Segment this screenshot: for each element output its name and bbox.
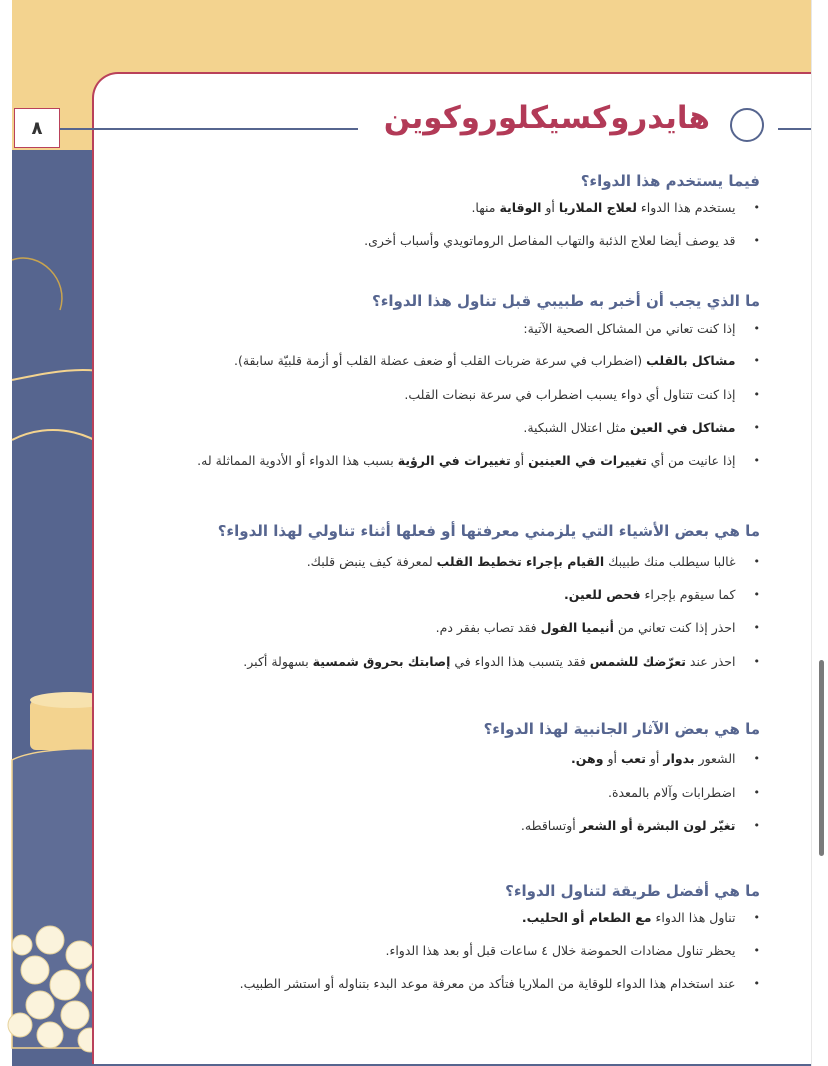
text-segment: قد يوصف أيضا لعلاج الذئبة والتهاب المفاصل الروماتويدي وأسباب أخرى.	[364, 233, 736, 248]
section-heading: ما هي أفضل طريقة لتناول الدواء؟	[505, 882, 760, 900]
text-segment: أو	[603, 751, 621, 766]
bold-segment: فحص للعين.	[564, 587, 641, 602]
bullet-text	[521, 818, 736, 833]
page-title: هايدروكسيكلوروكوين	[383, 100, 710, 136]
bold-segment: مع الطعام أو الحليب.	[521, 910, 652, 925]
text-segment: اضطرابات وآلام بالمعدة.	[607, 785, 736, 800]
text-segment: الشعور	[694, 751, 736, 766]
text-segment: أو	[645, 751, 664, 766]
bullet-item	[608, 785, 760, 800]
bullet-item	[523, 321, 760, 336]
bullet-text	[471, 200, 735, 215]
bullet-text	[564, 587, 736, 602]
text-segment: يستخدم هذا الدواء	[636, 200, 736, 215]
bullet-text	[523, 420, 735, 435]
bold-segment: تغيّر لون البشرة أو الشعر	[579, 818, 736, 833]
section-heading: ما هي بعض الآثار الجانبية لهذا الدواء؟	[483, 720, 760, 738]
bullet-dot-icon: •	[753, 201, 760, 214]
text-segment: لمعرفة كيف ينبض قلبك.	[306, 554, 437, 569]
bold-segment: تعب	[620, 751, 646, 766]
bold-segment: تعرّضك للشمس	[589, 654, 686, 669]
bold-segment: إصابتك بحروق شمسية	[312, 654, 451, 669]
bullet-dot-icon: •	[753, 911, 760, 924]
text-segment: أوتساقطه.	[520, 818, 580, 833]
bold-segment: بدوار	[663, 751, 695, 766]
bullet-item	[364, 233, 760, 248]
bullet-dot-icon: •	[753, 655, 760, 668]
text-segment: إذا كنت تتناول أي دواء يسبب اضطراب في سرعة نبضات القلب.	[404, 387, 736, 402]
bullet-item	[307, 554, 760, 569]
circle-icon	[730, 108, 764, 142]
bullet-text	[243, 654, 735, 669]
bullet-item	[521, 818, 760, 833]
text-segment: تناول هذا الدواء	[651, 910, 736, 925]
bullet-dot-icon: •	[753, 234, 760, 247]
bullet-item	[197, 453, 760, 468]
bullet-dot-icon: •	[753, 752, 760, 765]
section-heading: فيما يستخدم هذا الدواء؟	[580, 172, 760, 190]
bullet-dot-icon: •	[753, 388, 760, 401]
bullet-item	[523, 420, 760, 435]
text-segment: بسهولة أكبر.	[243, 654, 313, 669]
bullet-dot-icon: •	[753, 454, 760, 467]
bullet-dot-icon: •	[753, 555, 760, 568]
bullet-dot-icon: •	[753, 322, 760, 335]
bullet-item	[234, 353, 760, 368]
bullet-text	[385, 943, 735, 958]
bullet-item	[404, 387, 760, 402]
bullet-text	[571, 751, 735, 766]
bullet-text	[240, 976, 736, 991]
bold-segment: الوقاية	[499, 200, 542, 215]
bullet-item	[522, 910, 760, 925]
text-segment: فقد يتسبب هذا الدواء في	[450, 654, 590, 669]
bullet-text	[523, 321, 735, 336]
bold-segment: لعلاج الملاريا	[558, 200, 637, 215]
bullet-dot-icon: •	[753, 977, 760, 990]
bullet-dot-icon: •	[753, 588, 760, 601]
bullet-text	[608, 785, 736, 800]
bullet-item	[564, 587, 760, 602]
section-heading: ما هي بعض الأشياء التي يلزمني معرفتها أو فعلها أثناء تناولي لهذا الدواء؟	[217, 522, 760, 540]
bold-segment: القيام بإجراء تخطيط القلب	[436, 554, 605, 569]
bullet-text	[197, 453, 735, 468]
page-number: ٨	[14, 108, 60, 148]
text-segment: أو	[541, 200, 559, 215]
bullet-text	[404, 387, 735, 402]
text-segment: إذا كنت تعاني من المشاكل الصحية الآتية:	[523, 321, 736, 336]
bullet-item	[571, 751, 760, 766]
bullet-text	[234, 353, 736, 368]
text-segment: بسبب هذا الدواء أو الأدوية المماثلة له.	[197, 453, 398, 468]
bullet-dot-icon: •	[753, 421, 760, 434]
bold-segment: مشاكل في العين	[630, 420, 736, 435]
text-segment: منها.	[471, 200, 500, 215]
text-segment: مثل اعتلال الشبكية.	[523, 420, 630, 435]
scrollbar-thumb[interactable]	[819, 660, 824, 856]
bold-segment: وهن.	[571, 751, 604, 766]
text-segment: احذر إذا كنت تعاني من	[613, 620, 736, 635]
bold-segment: أنيميا الفول	[540, 620, 614, 635]
bullet-item	[240, 976, 760, 991]
bullet-dot-icon: •	[753, 944, 760, 957]
bullet-text	[364, 233, 735, 248]
text-segment: (اضطراب في سرعة ضربات القلب أو ضعف عضلة القلب أو أزمة قلبيّة سابقة).	[233, 353, 647, 368]
text-segment: أو	[510, 453, 529, 468]
text-segment: عند استخدام هذا الدواء للوقاية من الملاريا فتأكد من معرفة موعد البدء بتناوله أو استشر الطبيب.	[239, 976, 736, 991]
text-segment: يحظر تناول مضادات الحموضة خلال ٤ ساعات قبل أو بعد هذا الدواء.	[385, 943, 736, 958]
text-segment: إذا عانيت من أي	[646, 453, 736, 468]
text-segment: احذر عند	[685, 654, 736, 669]
bullet-dot-icon: •	[753, 621, 760, 634]
title-divider-right	[778, 128, 812, 130]
bullet-dot-icon: •	[753, 819, 760, 832]
bullet-item	[471, 200, 760, 215]
bullet-item	[436, 620, 760, 635]
bold-segment: تغييرات في العينين	[528, 453, 647, 468]
bold-segment: تغييرات في الرؤية	[397, 453, 511, 468]
section-heading: ما الذي يجب أن أخبر به طبيبي قبل تناول هذا الدواء؟	[372, 292, 760, 310]
bullet-text	[522, 910, 736, 925]
title-divider-left	[60, 128, 358, 130]
text-segment: فقد تصاب بفقر دم.	[435, 620, 541, 635]
text-segment: كما سيقوم بإجراء	[640, 587, 736, 602]
bullet-item	[385, 943, 760, 958]
bullet-text	[436, 620, 736, 635]
bullet-text	[307, 554, 736, 569]
text-segment: غالبا سيطلب منك طبيبك	[604, 554, 736, 569]
bullet-dot-icon: •	[753, 786, 760, 799]
bullet-dot-icon: •	[753, 354, 760, 367]
bullet-item	[243, 654, 760, 669]
bold-segment: مشاكل بالقلب	[646, 353, 736, 368]
scrollbar-track[interactable]	[811, 0, 828, 1066]
